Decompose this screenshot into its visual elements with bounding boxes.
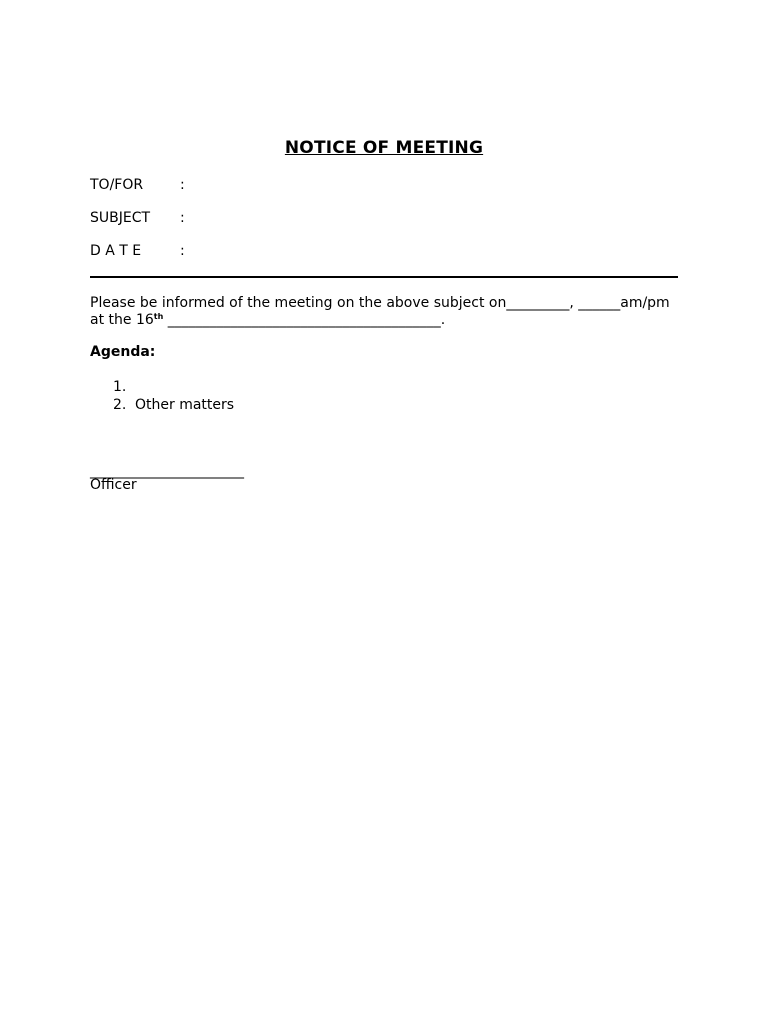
agenda-item — [113, 396, 234, 414]
field-label-to-for: TO/FOR — [90, 177, 144, 193]
ordinal-suffix: th — [153, 312, 164, 321]
signature-line: ______________________ — [90, 463, 244, 479]
paragraph-line-2-prefix: at the 16 — [90, 312, 154, 328]
agenda-item-number: 2. — [113, 397, 127, 413]
header-divider — [90, 276, 678, 278]
paragraph-line-2 — [90, 312, 690, 329]
field-colon: : — [180, 210, 185, 226]
agenda-item-number: 1. — [113, 379, 127, 395]
field-colon: : — [180, 177, 185, 193]
field-label-date: D A T E — [90, 243, 142, 259]
agenda-heading: Agenda: — [90, 344, 156, 360]
meeting-paragraph — [90, 295, 690, 329]
agenda-list — [113, 378, 234, 414]
agenda-item — [113, 378, 234, 396]
document-title: NOTICE OF MEETING — [284, 138, 484, 158]
field-label-subject: SUBJECT — [90, 210, 151, 226]
paragraph-line-2-suffix: _______________________________________. — [163, 312, 446, 328]
agenda-item-text: Other matters — [135, 397, 235, 413]
paragraph-line-1: Please be informed of the meeting on the above subject on_________, ______am/pm — [90, 295, 670, 311]
signature-title: Officer — [90, 477, 137, 493]
field-colon: : — [180, 243, 185, 259]
